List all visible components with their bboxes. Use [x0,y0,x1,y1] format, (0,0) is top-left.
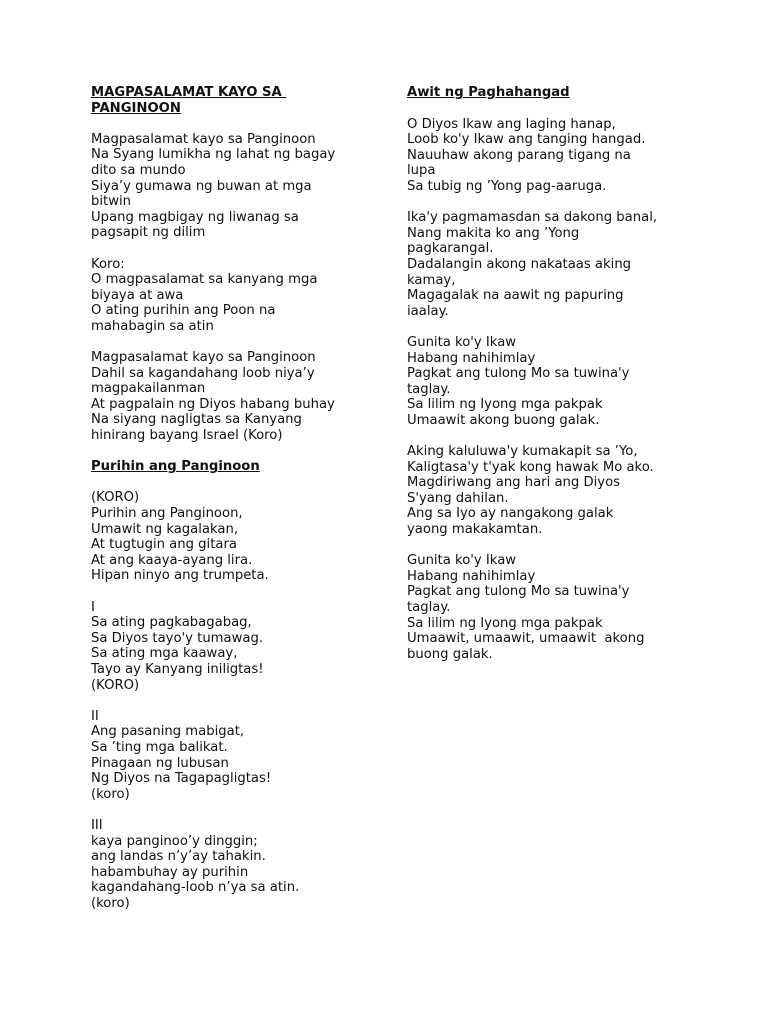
lyric-line: yaong makakamtan. [407,522,543,538]
song-title-line: MAGPASALAMAT KAYO SA [91,85,287,100]
stanza [91,709,381,803]
lyric-line: Ika'y pagmamasdan sa dakong banal, [407,210,658,226]
lyric-line: Na siyang nagligtas sa Kanyang [91,412,302,428]
lyric-line: Umaawit, umaawit, umaawit akong [407,631,645,647]
lyric-line: ang landas n’y’ay tahakin. [91,849,266,865]
lyric-line: Na Syang lumikha ng lahat ng bagay [91,147,336,163]
lyric-line: Pinagaan ng lubusan [91,755,229,771]
lyric-line: O ating purihin ang Poon na [91,303,276,319]
lyric-line: Ng Diyos na Tagapagligtas! [91,771,272,787]
lyric-line: Sa Diyos tayo'y tumawag. [91,630,264,646]
lyric-line: Upang magbigay ng liwanag sa [91,209,299,225]
lyric-line: Dahil sa kagandahang loob niya’y [91,365,315,381]
lyric-line: Purihin ang Panginoon, [91,506,243,522]
lyric-line: Magagalak na aawit ng papuring [407,288,624,304]
lyric-line: (koro) [91,895,130,911]
lyric-line: bitwin [91,194,132,210]
lyric-line: At tugtugin ang gitara [91,537,237,553]
lyric-line: Sa lilim ng Iyong mga pakpak [407,615,603,631]
stanza-chorus [91,490,381,584]
lyric-line: Koro: [91,256,125,272]
lyric-line: (KORO) [91,677,140,693]
song-title-purihin: Purihin ang Panginoon [91,459,260,475]
lyric-line: At ang kaaya-ayang lira. [91,552,253,568]
lyric-line: dito sa mundo [91,162,186,178]
lyric-line: Hipan ninyo ang trumpeta. [91,568,269,584]
stanza [91,600,381,694]
stanza [407,444,707,538]
lyric-line: Habang nahihimlay [407,568,536,584]
lyric-line: (KORO) [91,490,140,506]
lyric-line: Kaligtasa'y t'yak kong hawak Mo ako. [407,459,654,475]
lyric-line: II [91,708,99,724]
lyric-line: magpakailanman [91,381,206,397]
lyric-line: Nauuhaw akong parang tigang na [407,147,631,163]
song-title-magpasalamat [91,85,381,116]
lyric-line: Sa lilim ng Iyong mga pakpak [407,397,603,413]
lyric-line: Sa ating mga kaaway, [91,646,238,662]
lyric-line: Loob ko'y Ikaw ang tanging hangad. [407,132,646,148]
lyric-line: Sa ating pagkabagabag, [91,615,252,631]
lyric-line: Ang pasaning mabigat, [91,724,245,740]
lyric-line: Tayo ay Kanyang iniligtas! [91,661,264,677]
lyric-line: pagsapit ng dilim [91,225,206,241]
lyric-line: buong galak. [407,646,493,662]
lyric-line: At pagpalain ng Diyos habang buhay [91,396,335,412]
stanza [91,350,381,444]
lyric-line: kamay, [407,272,456,288]
lyric-line: Magdiriwang ang hari ang Diyos [407,475,621,491]
lyric-line: taglay. [407,600,451,615]
lyric-line: Gunita ko'y Ikaw [407,334,517,350]
stanza [91,818,381,912]
lyric-line: lupa [407,163,436,179]
lyric-line: biyaya at awa [91,287,184,303]
lyric-line: III [91,817,103,833]
lyric-line: Dadalangin akong nakataas aking [407,256,632,272]
lyric-line: Sa tubig ng ’Yong pag-aaruga. [407,178,607,194]
lyric-line: iaalay. [407,303,449,319]
lyric-line: (koro) [91,786,130,802]
stanza-refrain [407,335,707,429]
lyric-line: Umaawit akong buong galak. [407,412,600,428]
stanza [407,210,707,319]
stanza-chorus [91,257,381,335]
lyric-line: Ang sa Iyo ay nangakong galak [407,506,614,522]
lyric-line: Siya’y gumawa ng buwan at mga [91,178,312,194]
lyric-line: Sa ’ting mga balikat. [91,739,228,755]
lyric-line: habambuhay ay purihin [91,864,249,880]
lyric-line: Umawit ng kagalakan, [91,521,239,537]
lyric-line: hinirang bayang Israel (Koro) [91,428,283,444]
lyric-line: Pagkat ang tulong Mo sa tuwina'y [407,584,630,600]
song-title-line: PANGINOON [91,100,181,116]
lyric-line: mahabagin sa atin [91,318,214,334]
lyric-line: Habang nahihimlay [407,350,536,366]
lyric-line: S'yang dahilan. [407,490,509,506]
lyric-line: Magpasalamat kayo sa Panginoon [91,350,316,366]
right-column [407,85,707,662]
lyric-line: Nang makita ko ang ’Yong [407,225,580,241]
lyric-line: taglay. [407,381,451,397]
left-column [91,85,381,911]
stanza [407,117,707,195]
stanza-refrain [407,553,707,662]
lyric-line: Magpasalamat kayo sa Panginoon [91,131,316,147]
lyric-line: pagkarangal. [407,241,494,257]
lyric-line: Aking kaluluwa'y kumakapit sa ’Yo, [407,444,638,460]
lyric-line: kagandahang-loob n’ya sa atin. [91,880,300,896]
lyric-line: I [91,599,95,615]
lyric-line: Pagkat ang tulong Mo sa tuwina'y [407,366,630,382]
lyric-line: kaya panginoo’y dinggin; [91,833,258,849]
lyric-line: O magpasalamat sa kanyang mga [91,272,318,288]
stanza [91,132,381,241]
lyric-line: Gunita ko'y Ikaw [407,553,517,569]
song-title-awit-ng-paghahangad: Awit ng Paghahangad [407,85,570,100]
lyric-line: O Diyos Ikaw ang laging hanap, [407,116,616,132]
